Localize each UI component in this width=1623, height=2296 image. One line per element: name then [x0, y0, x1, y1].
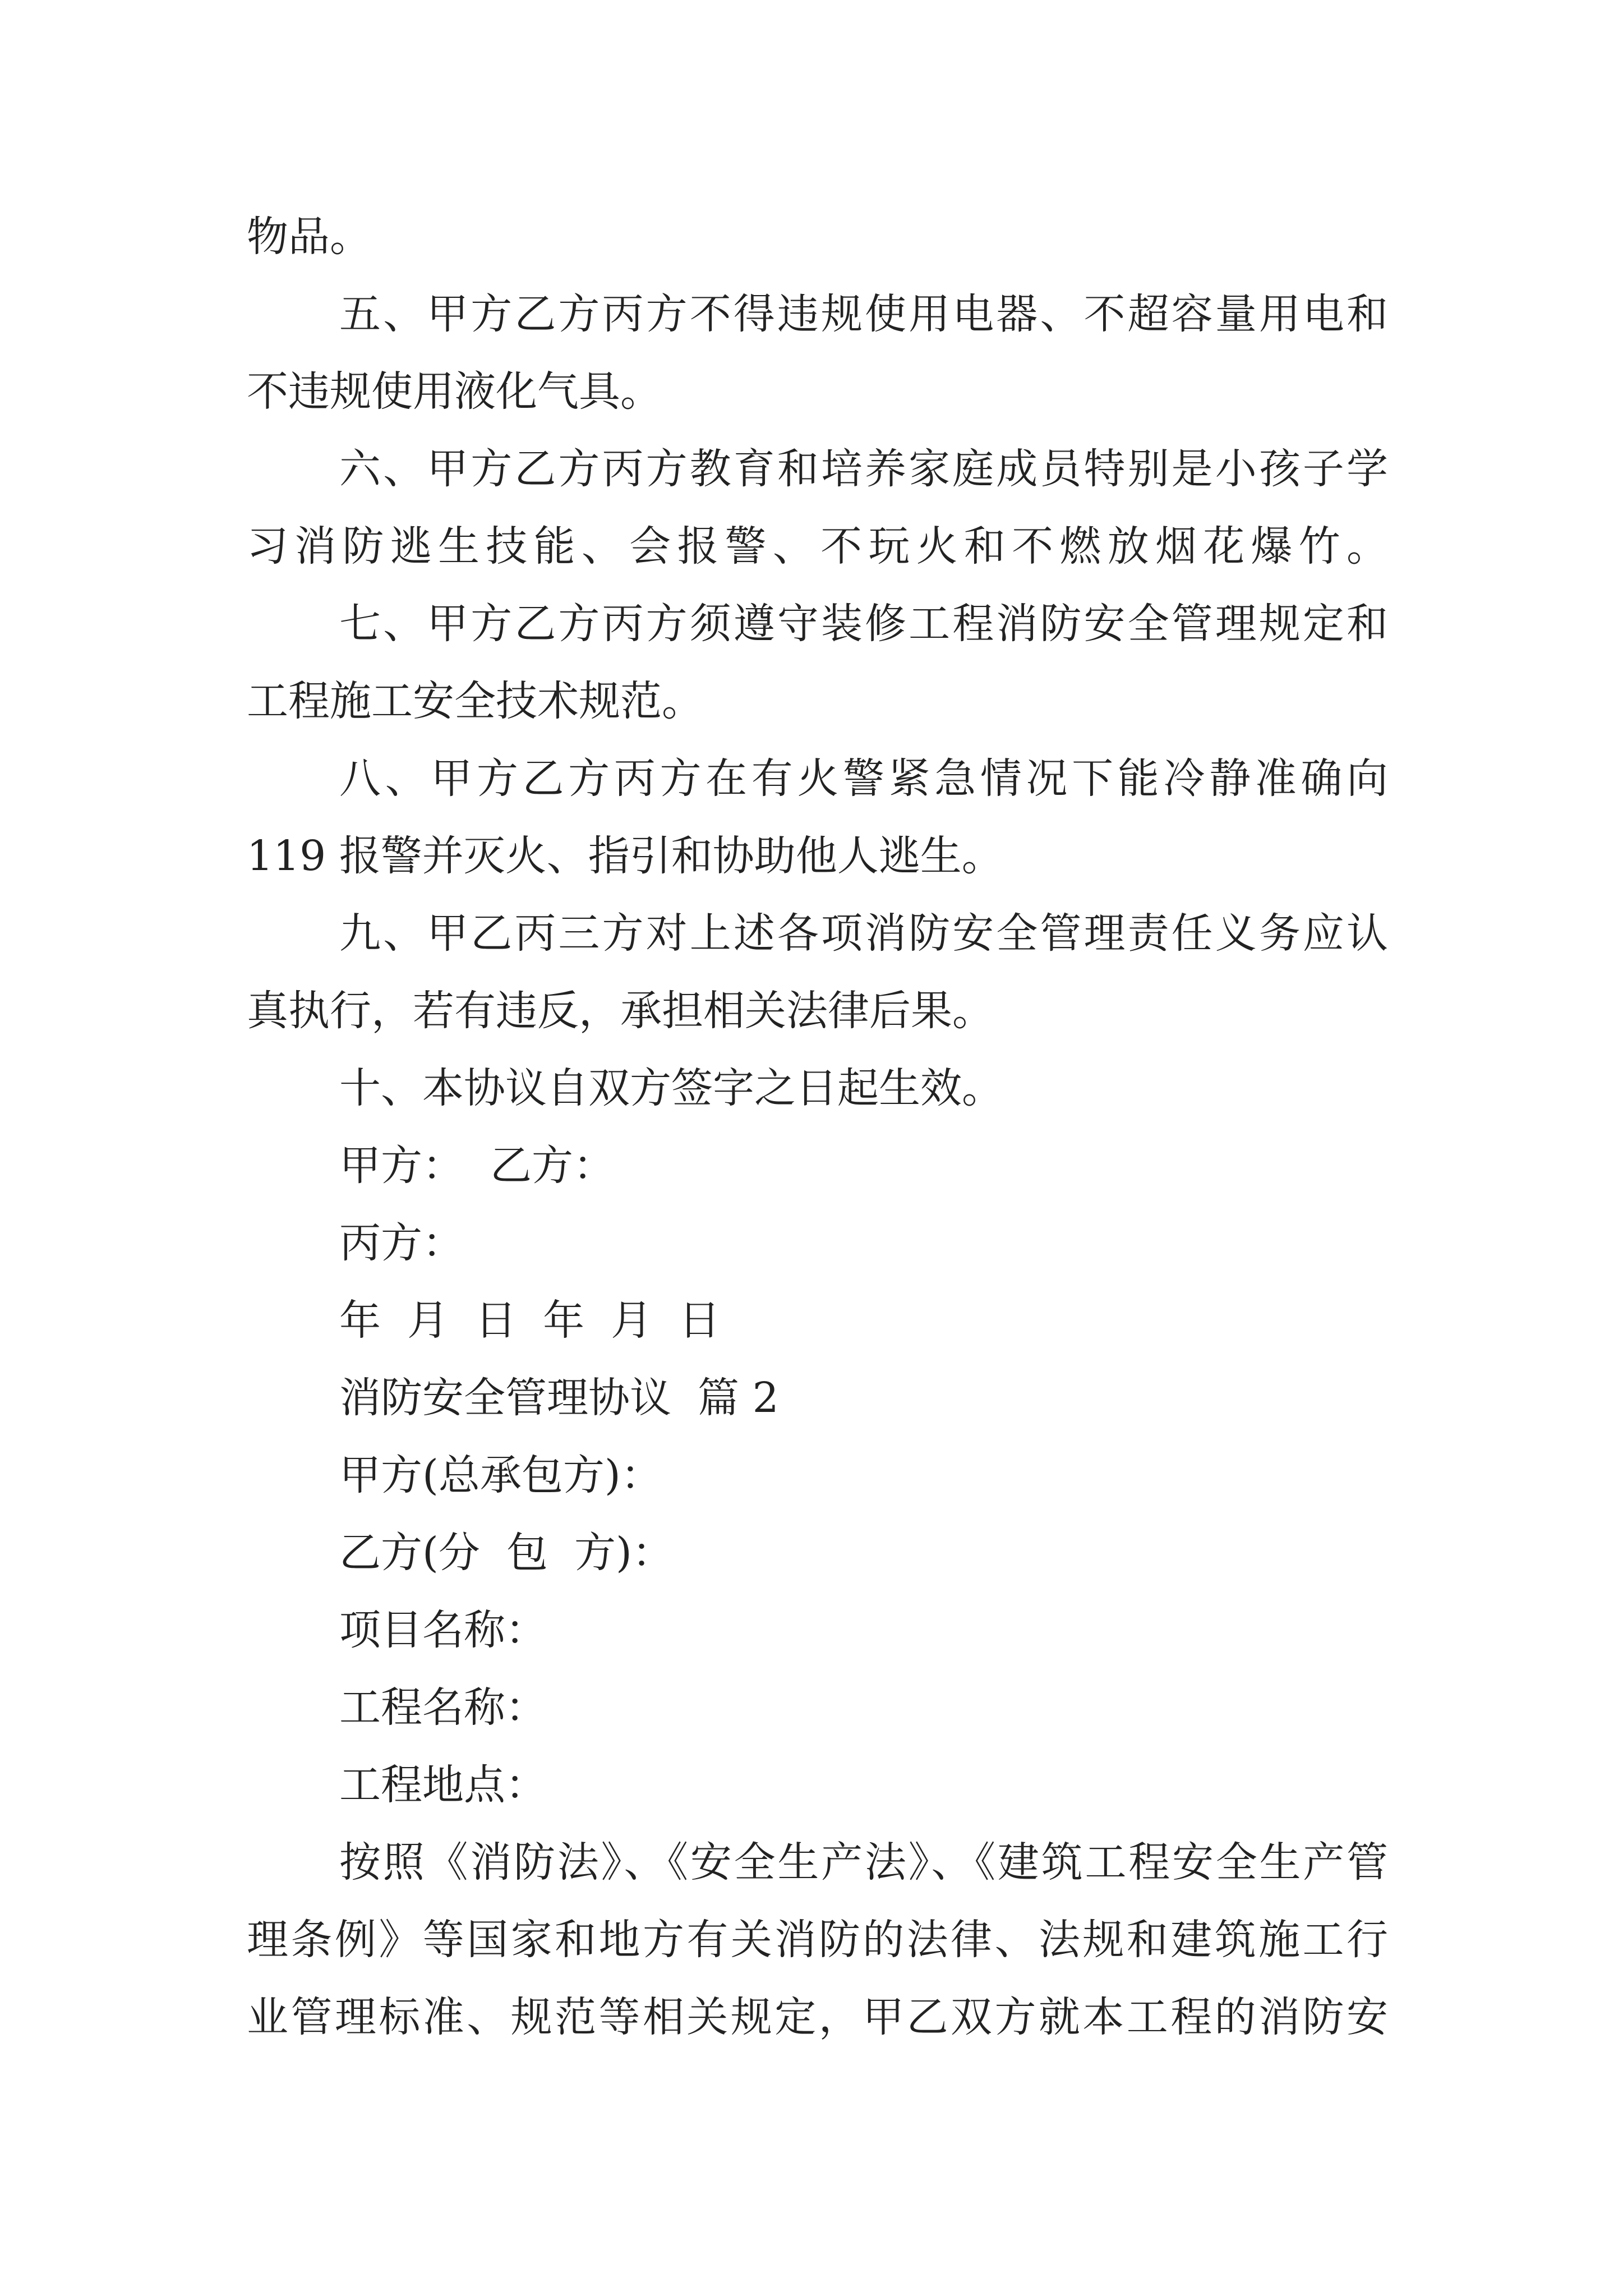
paragraph-line: 十、本协议自双方签字之日起生效。 [339, 1064, 1003, 1112]
paragraph-line: 习消防逃生技能、会报警、不玩火和不燃放烟花爆竹。 [247, 522, 1388, 570]
paragraph-line: 物品。 [247, 213, 371, 261]
paragraph-line: 六、甲方乙方丙方教育和培养家庭成员特别是小孩子学 [339, 445, 1388, 493]
paragraph-line: 理条例》等国家和地方有关消防的法律、法规和建筑施工行 [247, 1916, 1388, 1964]
paragraph-line: 真执行，若有违反，承担相关法律后果。 [247, 987, 994, 1035]
paragraph-line: 工程施工安全技术规范。 [247, 677, 703, 725]
signature-party-c-line: 丙方： [339, 1219, 464, 1267]
paragraph-line: 业管理标准、规范等相关规定，甲乙双方就本工程的消防安 [247, 1993, 1388, 2041]
construction-site-line: 工程地点： [339, 1761, 547, 1809]
party-a-line: 甲方(总承包方)： [339, 1451, 662, 1499]
paragraph-line: 不违规使用液化气具。 [247, 367, 662, 416]
project-name-line: 项目名称： [339, 1606, 547, 1654]
paragraph-line: 按照《消防法》、《安全生产法》、《建筑工程安全生产管 [339, 1838, 1388, 1887]
section-heading: 消防安全管理协议 篇 2 [339, 1374, 779, 1422]
party-b-line: 乙方(分 包 方)： [339, 1529, 674, 1577]
signature-date-line: 年 月 日 年 月 日 [339, 1296, 721, 1345]
construction-name-line: 工程名称： [339, 1683, 547, 1732]
paragraph-line: 五、甲方乙方丙方不得违规使用电器、不超容量用电和 [339, 290, 1388, 338]
signature-parties-line: 甲方： 乙方： [339, 1142, 615, 1190]
paragraph-line: 八、甲方乙方丙方在有火警紧急情况下能冷静准确向 [339, 754, 1388, 803]
paragraph-line: 九、甲乙丙三方对上述各项消防安全管理责任义务应认 [339, 909, 1388, 958]
paragraph-line: 119 报警并灭火、指引和协助他人逃生。 [247, 832, 1003, 880]
paragraph-line: 七、甲方乙方丙方须遵守装修工程消防安全管理规定和 [339, 600, 1388, 648]
